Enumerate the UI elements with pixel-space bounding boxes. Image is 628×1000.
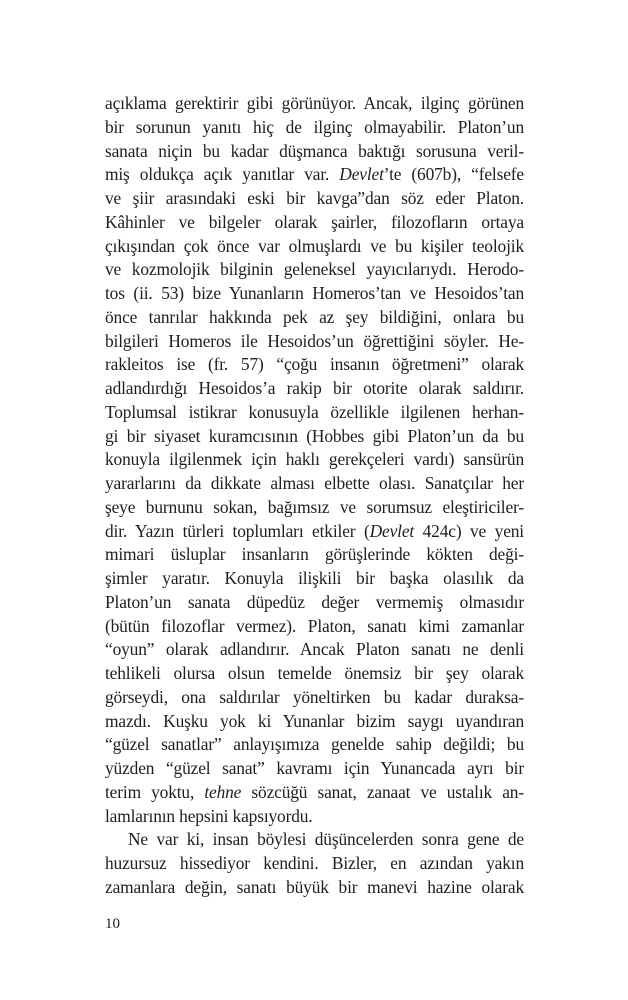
- text-run: “oyun” olarak adlandırır. Ancak Platon sanatı ne denli: [105, 639, 524, 660]
- text-run: huzursuz hissediyor kendini. Bizler, en azından yakın: [105, 853, 524, 873]
- text-line: [105, 686, 524, 710]
- text-run: adlandırdığı Hesoidos’a rakip bir otorite olarak saldırır.: [105, 378, 524, 398]
- text-line: [105, 710, 524, 734]
- text-run: konuyla ilgilenmek için haklı gerekçeleri vardı) sansürün: [105, 449, 524, 470]
- text-line: [105, 330, 524, 354]
- text-line: [105, 615, 524, 639]
- text-run: dir. Yazın türleri toplumları etkiler (: [105, 520, 370, 541]
- text-run: ve şiir arasındaki eski bir kavga”dan söz eder Platon.: [105, 188, 524, 208]
- body-text: [105, 92, 524, 900]
- text-run: Kâhinler ve bilgeler olarak şairler, filozofların ortaya: [105, 211, 524, 232]
- text-line: [105, 211, 524, 235]
- text-run: şimler yaratır. Konuyla ilişkili bir başka olasılık da: [105, 568, 524, 588]
- text-run: görseydi, ona saldırılar yöneltirken bu kadar duraksa-: [105, 686, 524, 707]
- text-run: Platon’un sanata düpedüz değer vermemiş olmasıdır: [105, 591, 524, 612]
- text-run: mimari üsluplar insanların görüşlerinde kökten deği-: [105, 544, 524, 565]
- text-run: sanata niçin bu kadar düşmanca baktığı sorusuna veril-: [105, 140, 524, 161]
- text-run: 424c) ve yeni: [414, 520, 524, 541]
- text-run: mazdı. Kuşku yok ki Yunanlar bizim saygı uyandıran: [105, 710, 524, 731]
- text-line: [105, 496, 524, 520]
- text-line: [105, 448, 524, 472]
- text-run: ’te (607b), “felsefe: [383, 164, 524, 185]
- text-line: [105, 757, 524, 781]
- text-line: [105, 187, 524, 211]
- text-line: [105, 282, 524, 306]
- text-line: [105, 733, 524, 757]
- text-run: önce tanrılar hakkında pek az şey bildiğini, onlara bu: [105, 306, 524, 327]
- text-run: bir sorunun yanıtı hiç de ilginç olmayabilir. Platon’un: [105, 116, 524, 137]
- text-run: bilgileri Homeros ile Hesoidos’un öğrettiğini söyler. He-: [105, 330, 524, 351]
- text-line: [105, 638, 524, 662]
- text-line: [105, 805, 524, 829]
- text-line: [105, 401, 524, 425]
- text-line: [105, 567, 524, 591]
- text-run: açıklama gerektirir gibi görünüyor. Ancak, ilginç görünen: [105, 93, 524, 113]
- text-run: Ne var ki, insan böylesi düşüncelerden sonra gene de: [128, 829, 524, 850]
- text-line: [105, 353, 524, 377]
- text-run: tehlikeli olursa olsun temelde önemsiz bir şey olarak: [105, 663, 524, 683]
- text-run: yüzden “güzel sanat” kavramı için Yunancada ayrı bir: [105, 758, 524, 778]
- italic-title: Devlet: [339, 164, 384, 185]
- text-run: tos (ii. 53) bize Yunanların Homeros’tan ve Hesoidos’tan: [105, 283, 524, 303]
- text-line: [105, 425, 524, 449]
- text-run: sözcüğü sanat, zanaat ve ustalık an-: [241, 781, 524, 802]
- text-line: [105, 662, 524, 686]
- text-run: gi bir siyaset kuramcısının (Hobbes gibi Platon’un da bu: [105, 425, 524, 446]
- text-line: [105, 543, 524, 567]
- italic-title: tehne: [204, 781, 242, 802]
- text-line: [105, 140, 524, 164]
- text-line: [105, 876, 524, 900]
- text-line: [105, 591, 524, 615]
- text-line: [105, 852, 524, 876]
- text-line: [105, 163, 524, 187]
- page-number: 10: [105, 916, 120, 932]
- text-line: [105, 116, 524, 140]
- text-run: ve kozmolojik bilginin geleneksel yayıcılarıydı. Herodo-: [105, 259, 524, 280]
- text-line: [105, 520, 524, 544]
- text-line: [105, 306, 524, 330]
- text-run: rakleitos ise (fr. 57) “çoğu insanın öğretmeni” olarak: [105, 354, 524, 375]
- text-run: şeye burnunu sokan, bağımsız ve sorumsuz eleştiriciler-: [105, 496, 524, 517]
- italic-title: Devlet: [369, 520, 415, 541]
- text-line: [105, 828, 524, 852]
- text-run: zamanlara değin, sanatı büyük bir manevi hazine olarak: [105, 876, 524, 897]
- text-run: Toplumsal istikrar konusuyla özellikle ilgilenen herhan-: [105, 401, 524, 422]
- text-run: çıkışından çok önce var olmuşlardı ve bu kişiler teolojik: [105, 235, 524, 256]
- text-line: [105, 235, 524, 259]
- text-run: lamlarının hepsini kapsıyordu.: [105, 805, 313, 826]
- text-line: [105, 781, 524, 805]
- text-run: terim yoktu,: [105, 781, 205, 802]
- text-run: miş oldukça açık yanıtlar var.: [105, 164, 340, 185]
- text-line: [105, 92, 524, 116]
- text-run: “güzel sanatlar” anlayışımıza genelde sahip değildi; bu: [105, 734, 524, 755]
- text-run: (bütün filozoflar vermez). Platon, sanatı kimi zamanlar: [105, 615, 524, 636]
- text-line: [105, 377, 524, 401]
- text-line: [105, 472, 524, 496]
- text-run: yararlarını da dikkate alması elbette olası. Sanatçılar her: [105, 473, 524, 493]
- text-line: [105, 258, 524, 282]
